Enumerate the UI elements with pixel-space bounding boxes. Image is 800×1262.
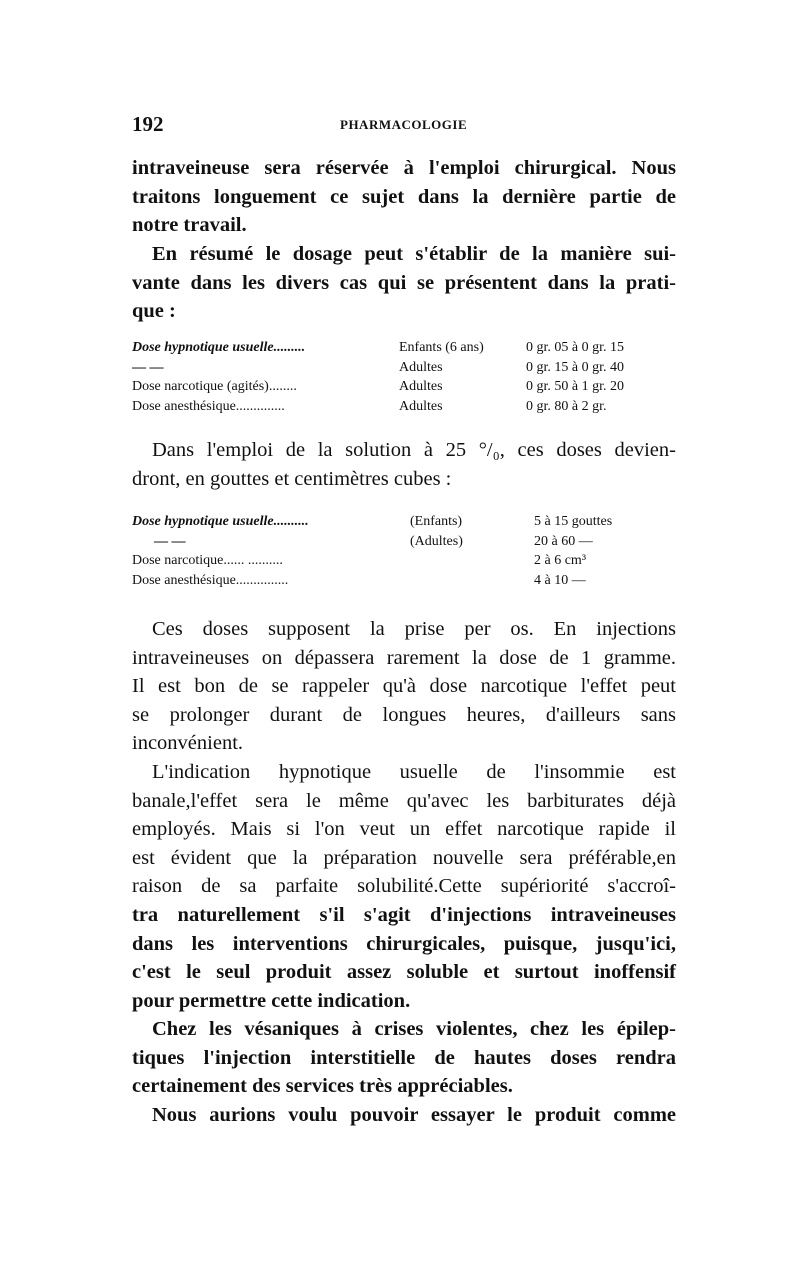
dose-range: 0 gr. 80 à 2 gr. bbox=[526, 398, 607, 414]
text-line: Il est bon de se rappeler qu'à dose narcotique l'effet peut bbox=[132, 675, 676, 698]
text-line: Ces doses supposent la prise per os. En injections bbox=[152, 618, 676, 640]
dose-range: 20 à 60 — bbox=[534, 533, 593, 549]
dose-label: Dose hypnotique usuelle.......... bbox=[132, 514, 309, 529]
text-line: dans les interventions chirurgicales, puisque, jusqu'ici, bbox=[132, 932, 676, 955]
text-line: tra naturellement s'il s'agit d'injections intraveineuses bbox=[132, 903, 676, 926]
text-line: pour permettre cette indication. bbox=[132, 989, 411, 1012]
table-row bbox=[132, 551, 676, 571]
table-row bbox=[132, 338, 676, 358]
patient-group: Enfants (6 ans) bbox=[399, 340, 484, 355]
running-title: PHARMACOLOGIE bbox=[340, 117, 468, 132]
text-line: est évident que la préparation nouvelle sera préférable,en bbox=[132, 846, 676, 869]
dose-label: Dose hypnotique usuelle......... bbox=[132, 340, 306, 355]
text-line: Nous aurions voulu pouvoir essayer le produit comme bbox=[152, 1104, 676, 1126]
paragraph-2 bbox=[132, 240, 676, 326]
table-row bbox=[132, 358, 676, 378]
paragraph-4 bbox=[132, 615, 676, 758]
text-line: que : bbox=[132, 300, 176, 323]
paragraph-5 bbox=[132, 758, 676, 1015]
patient-group: Adultes bbox=[399, 379, 443, 395]
dose-range: 0 gr. 05 à 0 gr. 15 bbox=[526, 340, 624, 355]
text-line: certainement des services très appréciables. bbox=[132, 1075, 513, 1098]
text-line: vante dans les divers cas qui se présentent dans la prati- bbox=[132, 271, 676, 294]
paragraph-1 bbox=[132, 154, 676, 240]
text-line: banale,l'effet sera le même qu'avec les barbiturates déjà bbox=[132, 789, 676, 812]
dose-label: Dose anesthésique............... bbox=[132, 572, 289, 588]
patient-group: Adultes bbox=[399, 359, 443, 375]
dose-range: 4 à 10 — bbox=[534, 572, 586, 588]
paragraph-7 bbox=[132, 1101, 676, 1130]
text-line: se prolonger durant de longues heures, d'ailleurs sans bbox=[132, 703, 676, 726]
text-line: intraveineuse sera réservée à l'emploi chirurgical. Nous bbox=[132, 157, 676, 179]
dose-range: 2 à 6 cm³ bbox=[534, 553, 587, 569]
dose-label: — — bbox=[154, 533, 186, 549]
text-line: employés. Mais si l'on veut un effet narcotique rapide il bbox=[132, 818, 676, 841]
patient-group: (Adultes) bbox=[410, 533, 463, 549]
table-row bbox=[132, 397, 676, 417]
table-row bbox=[132, 571, 676, 591]
text-line: traitons longuement ce sujet dans la dernière partie de bbox=[132, 185, 676, 208]
text-line: dront, en gouttes et centimètres cubes : bbox=[132, 467, 452, 490]
text-line: c'est le seul produit assez soluble et surtout inoffensif bbox=[132, 961, 676, 984]
table-row bbox=[132, 512, 676, 532]
text-line: inconvénient. bbox=[132, 732, 244, 755]
page-header bbox=[132, 112, 668, 138]
patient-group: (Enfants) bbox=[410, 514, 463, 529]
dose-range: 0 gr. 15 à 0 gr. 40 bbox=[526, 359, 624, 375]
page-number: 192 bbox=[132, 112, 164, 136]
dose-label: Dose narcotique...... .......... bbox=[132, 553, 283, 569]
paragraph-6 bbox=[132, 1015, 676, 1101]
dosage-table-drops bbox=[132, 512, 676, 590]
text-line: notre travail. bbox=[132, 214, 247, 237]
dose-label: Dose narcotique (agités)........ bbox=[132, 379, 297, 395]
dose-label: — — bbox=[132, 359, 164, 375]
table-row bbox=[132, 532, 676, 552]
table-row bbox=[132, 377, 676, 397]
dose-range: 0 gr. 50 à 1 gr. 20 bbox=[526, 379, 624, 395]
text-line: intraveineuses on dépassera rarement la dose de 1 gramme. bbox=[132, 646, 676, 669]
patient-group: Adultes bbox=[399, 398, 443, 414]
dosage-table-grams bbox=[132, 338, 676, 416]
text-line: L'indication hypnotique usuelle de l'insommie est bbox=[152, 761, 676, 783]
text-line: raison de sa parfaite solubilité.Cette supériorité s'accroî- bbox=[132, 875, 676, 898]
text-line: tiques l'injection interstitielle de hautes doses rendra bbox=[132, 1046, 676, 1069]
text-line: En résumé le dosage peut s'établir de la manière sui- bbox=[152, 243, 676, 265]
dose-range: 5 à 15 gouttes bbox=[534, 514, 613, 529]
text-line: Chez les vésaniques à crises violentes, chez les épilep- bbox=[152, 1018, 676, 1040]
paragraph-3 bbox=[132, 436, 676, 493]
dose-label: Dose anesthésique.............. bbox=[132, 398, 285, 414]
text-line: Dans l'emploi de la solution à 25 °/₀, ces doses devien- bbox=[152, 439, 676, 461]
